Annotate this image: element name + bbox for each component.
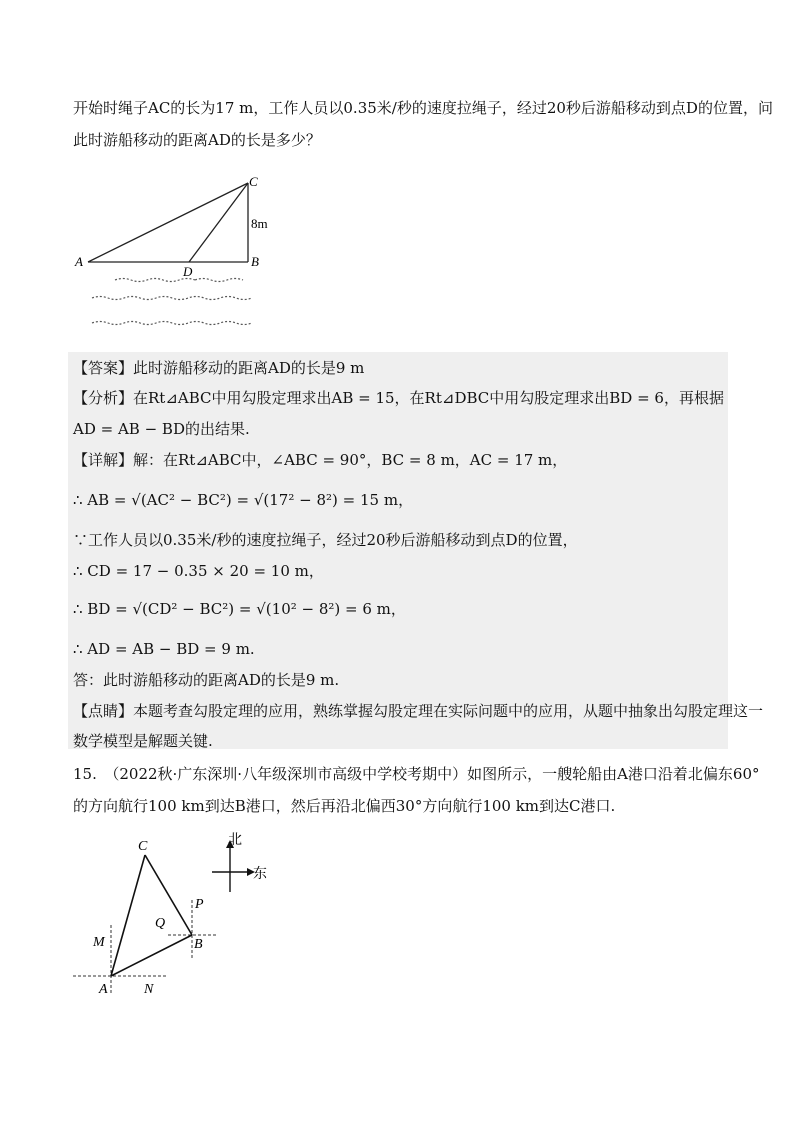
analysis-line2: AD = AB − BD的出结果. bbox=[73, 420, 250, 438]
comment-line2: 数学模型是解题关键. bbox=[73, 732, 213, 750]
comment-line1: 【点睛】本题考查勾股定理的应用，熟练掌握勾股定理在实际问题中的应用，从题中抽象出勾股定理这一 bbox=[73, 702, 764, 720]
label-c: C bbox=[249, 174, 258, 189]
wave-3 bbox=[92, 322, 252, 325]
figure-triangle-abc bbox=[70, 170, 270, 335]
label-p: P bbox=[195, 897, 204, 912]
problem15-line2: 的方向航行100 km到达B港口，然后再沿北偏西30°方向航行100 km到达C港口. bbox=[73, 797, 616, 815]
detail-line6: ∴ AD = AB − BD = 9 m. bbox=[73, 640, 255, 658]
segment-bc bbox=[145, 855, 192, 935]
label-bc-length: 8m bbox=[251, 216, 268, 231]
segment-ac bbox=[88, 183, 248, 262]
detail-line4: ∴ CD = 17 − 0.35 × 20 = 10 m， bbox=[73, 562, 324, 580]
figure-navigation bbox=[68, 830, 288, 1000]
analysis-line1: 【分析】在Rt⊿ABC中用勾股定理求出AB = 15，在Rt⊿DBC中用勾股定理求出BD = 6，再根据 bbox=[73, 389, 724, 407]
label-n: N bbox=[144, 982, 154, 997]
detail-line5: ∴ BD = √(CD² − BC²) = √(10² − 8²) = 6 m， bbox=[73, 600, 406, 618]
segment-ac bbox=[111, 855, 145, 976]
label-c: C bbox=[138, 839, 148, 854]
segment-ab bbox=[111, 935, 192, 976]
label-b: B bbox=[194, 937, 203, 952]
compass-north-label: 北 bbox=[228, 833, 242, 848]
problem14-line1: 开始时绳子AC的长为17 m，工作人员以0.35米/秒的速度拉绳子，经过20秒后游船移动到点D的位置，问 bbox=[73, 99, 773, 117]
answer-line: 【答案】此时游船移动的距离AD的长是9 m bbox=[73, 359, 365, 377]
detail-line1: 【详解】解：在Rt⊿ABC中，∠ABC = 90°，BC = 8 m，AC = 17 m， bbox=[73, 451, 568, 469]
wave-1 bbox=[115, 279, 243, 282]
label-b: B bbox=[251, 254, 259, 269]
detail-line2: ∴ AB = √(AC² − BC²) = √(17² − 8²) = 15 m， bbox=[73, 491, 414, 509]
label-a: A bbox=[99, 982, 108, 997]
wave-2 bbox=[92, 297, 252, 300]
problem14-line2: 此时游船移动的距离AD的长是多少？ bbox=[73, 131, 321, 149]
label-a: A bbox=[75, 254, 83, 269]
segment-cd bbox=[189, 183, 248, 262]
detail-line3: ∵工作人员以0.35米/秒的速度拉绳子，经过20秒后游船移动到点D的位置， bbox=[73, 531, 578, 549]
label-d: D bbox=[183, 264, 193, 279]
problem15-line1: 15. （2022秋·广东深圳·八年级深圳市高级中学校考期中）如图所示，一艘轮船由A港口沿着北偏东60° bbox=[73, 765, 760, 783]
label-q: Q bbox=[155, 916, 166, 931]
label-m: M bbox=[93, 935, 105, 950]
compass-east-label: 东 bbox=[253, 867, 267, 882]
conclusion-line: 答：此时游船移动的距离AD的长是9 m. bbox=[73, 671, 340, 689]
